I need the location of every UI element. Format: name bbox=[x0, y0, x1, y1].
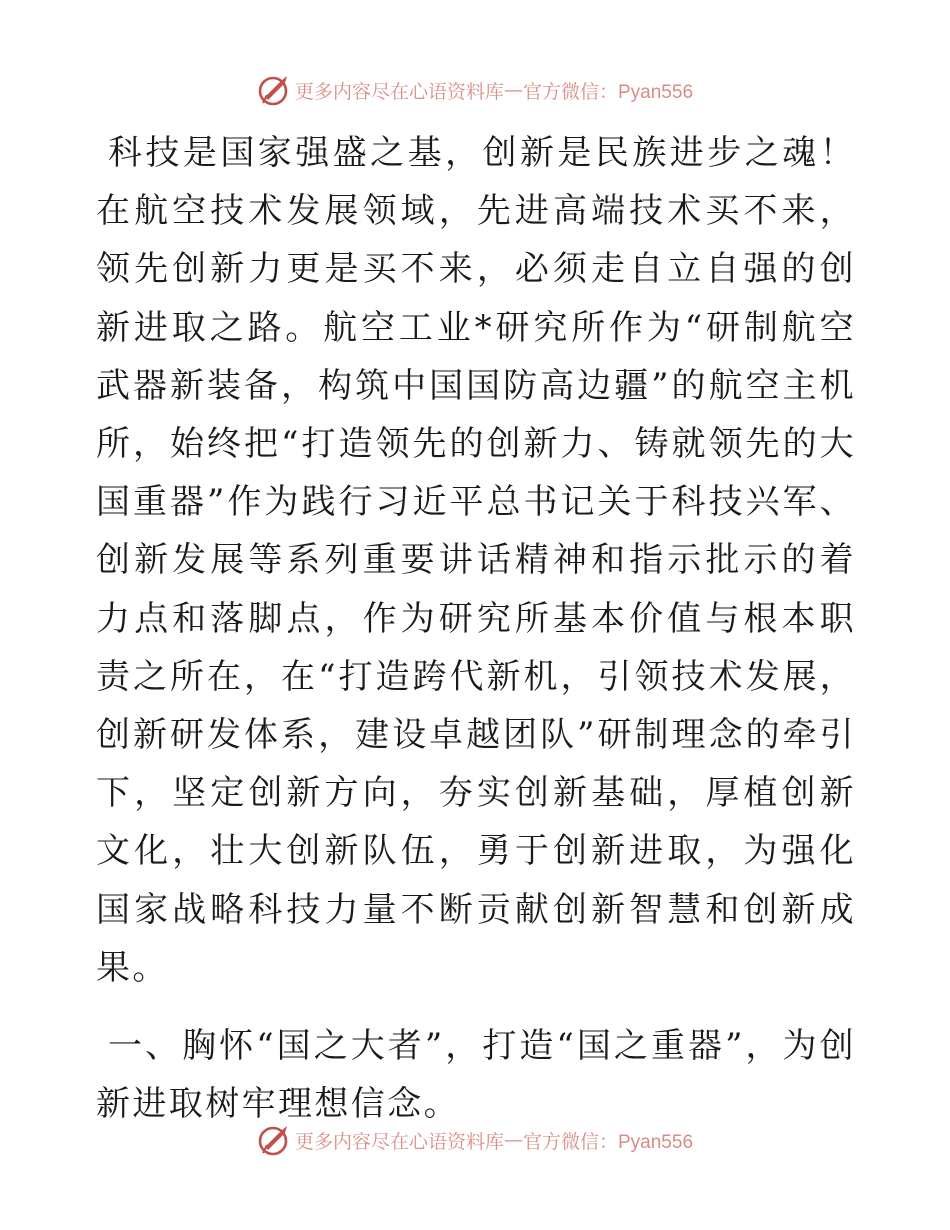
document-body bbox=[96, 124, 856, 1133]
watermark-separator: — bbox=[504, 1129, 523, 1151]
footer-watermark bbox=[0, 1122, 950, 1158]
quill-logo-icon bbox=[257, 1123, 291, 1157]
paragraph-intro: 科技是国家强盛之基，创新是民族进步之魂！在航空技术发展领域，先进高端技术买不来，领先创新力更是买不来，必须走自立自强的创新进取之路。航空工业*研究所作为“研制航空武器新装备，构筑中国国防高边疆”的航空主机所，始终把“打造领先的创新力、铸就领先的大国重器”作为践行习近平总书记关于科技兴军、创新发展等系列重要讲话精神和指示批示的着力点和落脚点，作为研究所基本价值与根本职责之所在，在“打造跨代新机，引领技术发展，创新研发体系，建设卓越团队”研制理念的牵引下，坚定创新方向，夯实创新基础，厚植创新文化，壮大创新队伍，勇于创新进取，为强化国家战略科技力量不断贡献创新智慧和创新成果。 bbox=[96, 133, 856, 988]
watermark-separator: — bbox=[504, 79, 523, 101]
watermark-text: 更多内容尽在心语资料库 bbox=[294, 80, 504, 103]
watermark-wechat: 官方微信：Pyan556 bbox=[523, 1131, 694, 1153]
watermark-text: 更多内容尽在心语资料库 bbox=[294, 1130, 504, 1153]
watermark-wechat: 官方微信：Pyan556 bbox=[523, 81, 694, 103]
section-heading-1: 一、胸怀“国之大者”，打造“国之重器”，为创新进取树牢理想信念。 bbox=[96, 1026, 856, 1125]
header-watermark bbox=[0, 72, 950, 108]
quill-logo-icon bbox=[257, 73, 291, 107]
